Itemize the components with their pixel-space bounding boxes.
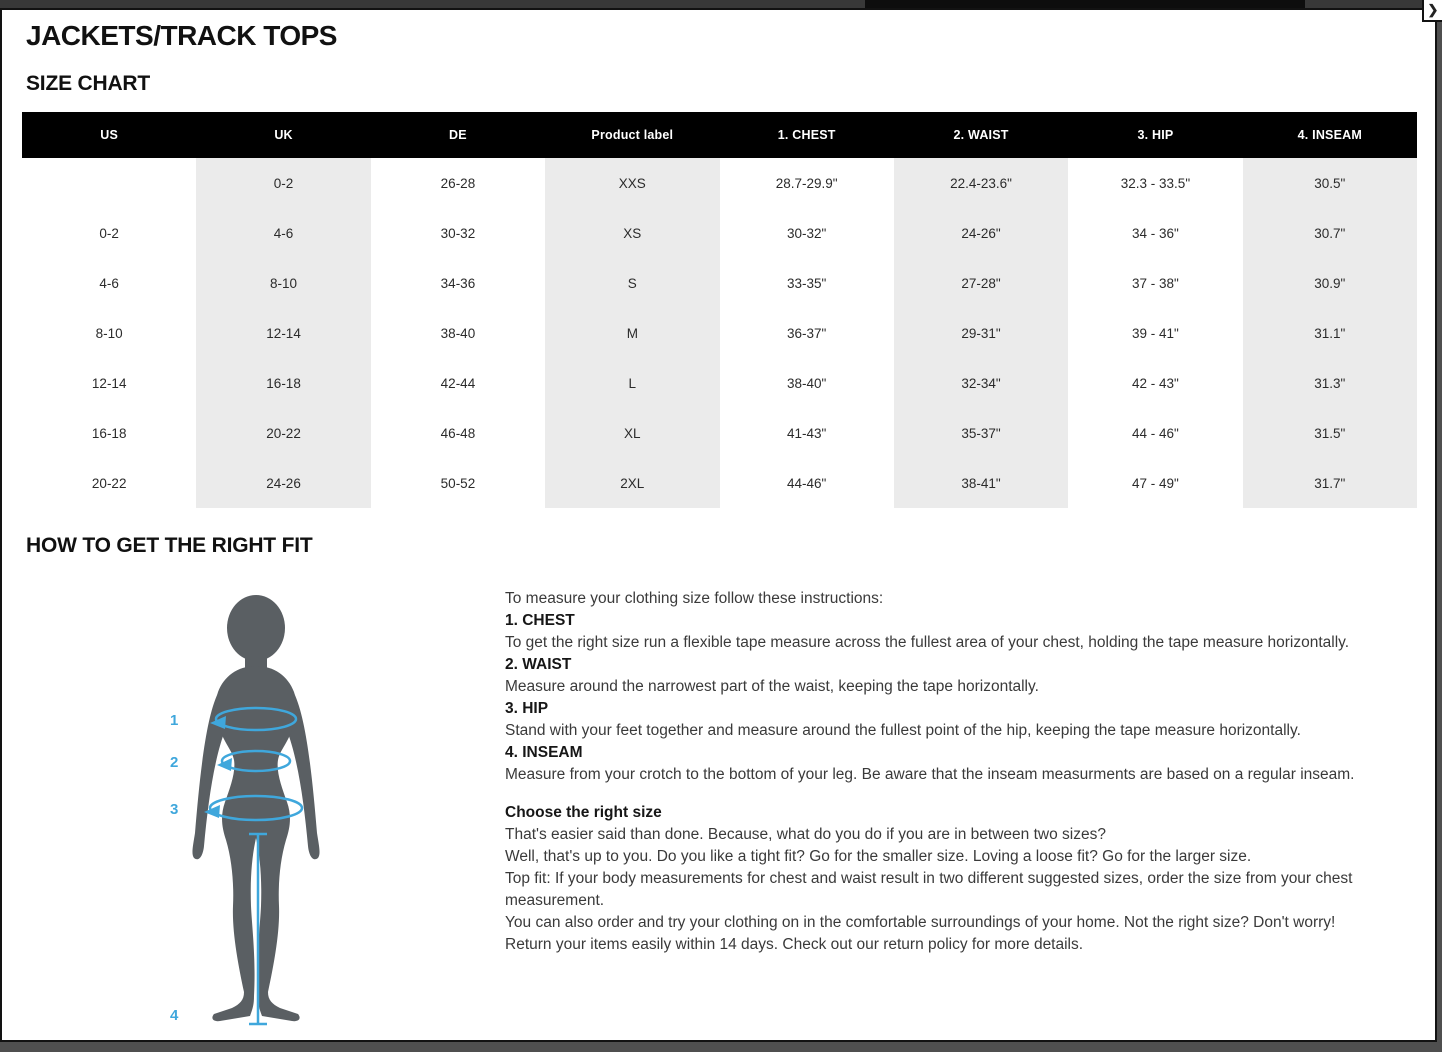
marker-4: 4 (170, 1007, 179, 1024)
marker-2: 2 (170, 754, 179, 771)
cell: 28.7-29.9" (775, 175, 838, 191)
cell: 4-6 (196, 208, 370, 258)
cell: 0-2 (196, 158, 370, 208)
choose-size-line: Well, that's up to you. Do you like a tight fit? Go for the smaller size. Loving a loose fit? Go for the larger size. (505, 848, 1252, 865)
instruction-text-hip: Stand with your feet together and measure around the fullest point of the hip, keeping the tape measure horizontally. (505, 722, 1301, 739)
cell: 4-6 (99, 275, 119, 291)
cell: 34-36 (440, 275, 476, 291)
cell: 44-46" (787, 475, 827, 491)
table-row (22, 308, 1417, 358)
cell: 8-10 (196, 258, 370, 308)
cell: 16-18 (196, 358, 370, 408)
cell: XXS (545, 158, 719, 208)
cell: 8-10 (95, 325, 123, 341)
table-row (22, 158, 1417, 208)
cell: 47 - 49" (1132, 475, 1179, 491)
cell: 38-40 (440, 325, 476, 341)
cell: 38-40" (787, 375, 827, 391)
cell: 46-48 (440, 425, 476, 441)
cell: 27-28" (894, 258, 1068, 308)
cell: 24-26 (196, 458, 370, 508)
cell: 42-44 (440, 375, 476, 391)
col-header-waist: 2. WAIST (894, 112, 1068, 158)
cell: 31.1" (1243, 308, 1417, 358)
table-row (22, 458, 1417, 508)
col-header-inseam: 4. INSEAM (1243, 112, 1417, 158)
cell: 2XL (545, 458, 719, 508)
cell: 36-37" (787, 325, 827, 341)
col-header-us: US (22, 112, 196, 158)
size-chart-table-wrap (22, 112, 1417, 508)
size-guide-panel (0, 8, 1437, 1042)
cell: 20-22 (91, 475, 127, 491)
cell: 38-41" (894, 458, 1068, 508)
marker-1: 1 (170, 712, 179, 729)
cell: 20-22 (196, 408, 370, 458)
fit-instructions (505, 588, 1383, 956)
cell: XS (545, 208, 719, 258)
table-row (22, 208, 1417, 258)
chevron-right-icon: ❯ (1427, 2, 1439, 17)
cell: 44 - 46" (1132, 425, 1179, 441)
cell: 32-34" (894, 358, 1068, 408)
size-chart-header (22, 112, 1417, 158)
cell: 0-2 (99, 225, 119, 241)
fit-heading: HOW TO GET THE RIGHT FIT (26, 534, 313, 557)
col-header-de: DE (371, 112, 545, 158)
choose-size-label: Choose the right size (505, 804, 662, 821)
cell: 26-28 (440, 175, 476, 191)
size-chart-heading: SIZE CHART (26, 72, 151, 95)
size-chart-table (22, 112, 1417, 508)
cell: 31.5" (1243, 408, 1417, 458)
choose-size-line: Top fit: If your body measurements for chest and waist result in two different suggested sizes, order the size from your chest measurement. (505, 870, 1353, 909)
cell: 41-43" (787, 425, 827, 441)
cell (22, 158, 196, 208)
table-row (22, 258, 1417, 308)
col-header-chest: 1. CHEST (720, 112, 894, 158)
cell: 30-32 (440, 225, 476, 241)
cell: 33-35" (787, 275, 827, 291)
cell: 42 - 43" (1132, 375, 1179, 391)
cell: 22.4-23.6" (894, 158, 1068, 208)
cell: 39 - 41" (1132, 325, 1179, 341)
cell: XL (545, 408, 719, 458)
cell: 30.7" (1243, 208, 1417, 258)
instruction-text-chest: To get the right size run a flexible tape measure across the fullest area of your chest, holding the tape measure horizontally. (505, 634, 1350, 651)
choose-size-line: That's easier said than done. Because, what do you do if you are in between two sizes? (505, 826, 1106, 843)
cell: 31.7" (1243, 458, 1417, 508)
instructions-intro: To measure your clothing size follow these instructions: (505, 590, 884, 607)
cell: 12-14 (91, 375, 127, 391)
cell: M (545, 308, 719, 358)
col-header-product-label: Product label (545, 112, 719, 158)
cell: 24-26" (894, 208, 1068, 258)
cell: 29-31" (894, 308, 1068, 358)
page-title: JACKETS/TRACK TOPS (26, 20, 337, 51)
panel-collapse-button[interactable] (1422, 0, 1442, 22)
header-row (22, 112, 1417, 158)
cell: 16-18 (91, 425, 127, 441)
cell: 34 - 36" (1132, 225, 1179, 241)
instruction-label-inseam: 4. INSEAM (505, 744, 583, 761)
instruction-label-hip: 3. HIP (505, 700, 549, 717)
cell: 37 - 38" (1132, 275, 1179, 291)
cell: S (545, 258, 719, 308)
cell: 50-52 (440, 475, 476, 491)
col-header-hip: 3. HIP (1068, 112, 1242, 158)
measurement-figure (140, 588, 390, 1040)
cell: 30.5" (1243, 158, 1417, 208)
cell: 30-32" (787, 225, 827, 241)
cell: 12-14 (196, 308, 370, 358)
cell: 31.3" (1243, 358, 1417, 408)
choose-size-line: You can also order and try your clothing on in the comfortable surroundings of your home. Not the right size? Don't worry! Return your items easily within 14 days. Check out our return policy for more details. (505, 914, 1336, 953)
cell: 32.3 - 33.5" (1120, 175, 1191, 191)
instruction-text-inseam: Measure from your crotch to the bottom of your leg. Be aware that the inseam measurments are based on a regular inseam. (505, 766, 1355, 783)
table-row (22, 358, 1417, 408)
instruction-text-waist: Measure around the narrowest part of the waist, keeping the tape horizontally. (505, 678, 1039, 695)
cell: 30.9" (1243, 258, 1417, 308)
col-header-uk: UK (196, 112, 370, 158)
cell: L (545, 358, 719, 408)
instruction-label-waist: 2. WAIST (505, 656, 572, 673)
marker-3: 3 (170, 801, 179, 818)
body-silhouette-illustration (140, 588, 390, 1040)
cell: 35-37" (894, 408, 1068, 458)
table-row (22, 408, 1417, 458)
instruction-label-chest: 1. CHEST (505, 612, 575, 629)
